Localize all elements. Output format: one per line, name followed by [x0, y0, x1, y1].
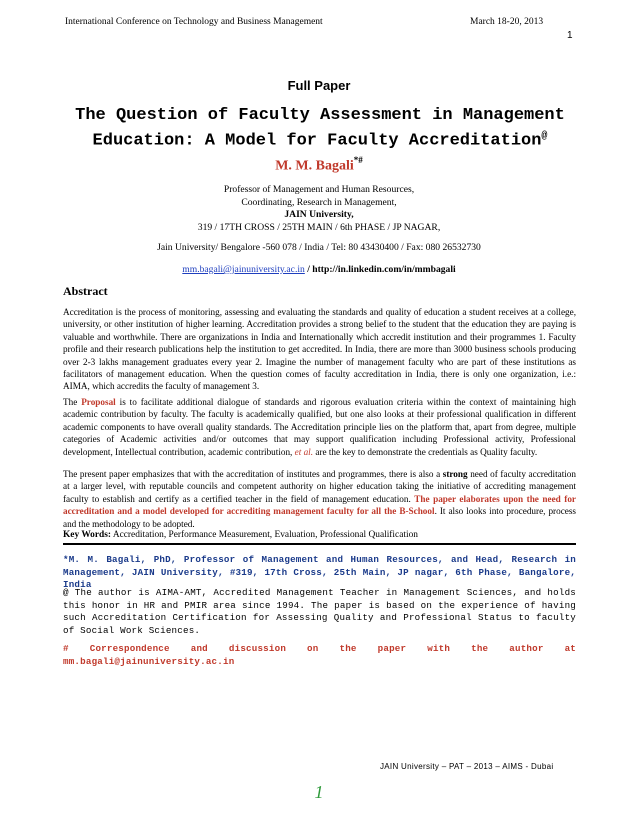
- author-note-star: *M. M. Bagali, PhD, Professor of Management and Human Resources, and Head, Research in Management, JAIN University, #319, 17th Cross, 25th Main, JP nagar, 6th Phase, Bangalore, India: [63, 554, 576, 591]
- abstract-paragraph-2: The Proposal is to facilitate additional dialogue of standards and rigorous evaluation criteria within the context of maintaining high academic contribution by faculty. The faculty is academically qualified, but one also looks at their professional qualification in different academic components to have overall quality standards. The Accreditation principle lies on the platform that, apart from degree, multiple categories of Academic activities and/or outcomes that may support qualification including Professional activity, Professional development, Intellectual contribution, academic contribution, et al. are the key to demonstrate the credentials as Quality faculty.: [63, 397, 576, 457]
- correspondence-note: # Correspondence and discussion on the paper with the author at mm.bagali@jainuniversity.ac.in: [63, 643, 576, 667]
- abstract-paragraph-1: Accreditation is the process of monitoring, assessing and evaluating the standards and quality of education a student receives at a college, university, or other institution of higher learning. Accreditation provides a strong belief to the student that the education they are paying is valuable and worthwhile. There are organizations in India and Internationally which accredit institution and their programmes 1. Faculty profile and their research publications help the institution to get accredited. In India, there are more than 3000 business schools producing over 2-3 lakhs management graduates every year 2. Imagine the number of management faculty who are part of these institutions as facilitators of management education. When the question comes of faculty accreditation in India, there is only one organization, i.e.: AIMA, which accredits the faculty of management 3.: [63, 307, 576, 392]
- contact-links: mm.bagali@jainuniversity.ac.in / http://in.linkedin.com/in/mmbagali: [182, 264, 456, 275]
- running-header-date: March 18-20, 2013: [470, 17, 544, 27]
- footer-page-number: 1: [314, 782, 324, 802]
- keywords-rule: [63, 543, 576, 545]
- affil-line-3: JAIN University,: [284, 209, 354, 220]
- paper-title: [40, 105, 600, 152]
- proposal-highlight: Proposal: [81, 397, 116, 407]
- affil-line-5: Jain University/ Bengalore -560 078 / India / Tel: 80 43430400 / Fax: 080 26532730: [157, 242, 481, 253]
- abstract-paragraph-3: The present paper emphasizes that with the accreditation of institutes and programmes, there is also a strong need of faculty accreditation at a larger level, with reputable councils and competent authority on higher education taking the initiative of accrediting management faculty to establish and certify as a certified teacher in the field of management education. The paper elaborates upon the need for accreditation and a model developed for accrediting management faculty for all the B-School. It also looks into procedure, process and the methodology to be adopted.: [63, 469, 576, 529]
- affil-line-4: 319 / 17TH CROSS / 25TH MAIN / 6th PHASE / JP NAGAR,: [197, 221, 441, 233]
- author-note-at: @ The author is AIMA-AMT, Accredited Management Teacher in Management Sciences, and holds this honor in HR and PMIR area since 1994. The paper is based on the experience of having such Accreditation Certification for Assessing Quality and Professional Status to faculty of Social Work Sciences.: [63, 587, 576, 636]
- affiliation-block: [100, 184, 538, 234]
- affil-line-1: Professor of Management and Human Resources,: [223, 184, 415, 195]
- paper-aim-highlight: The paper elaborates upon the need for accreditation and a model developed for accrediting management faculty for all the B-School: [63, 493, 576, 517]
- email-link[interactable]: mm.bagali@jainuniversity.ac.in: [182, 264, 305, 275]
- header-page-number: 1: [567, 30, 573, 41]
- affil-line-2: Coordinating, Research in Management,: [241, 196, 397, 208]
- footer-text: JAIN University – PAT – 2013 – AIMS - Dubai: [380, 762, 554, 771]
- title-line-2: Education: A Model for Faculty Accreditation@: [92, 131, 548, 151]
- title-line-1: The Question of Faculty Assessment in Management: [75, 106, 565, 125]
- author-name: M. M. Bagali: [275, 158, 354, 174]
- keywords-label: Key Words:: [63, 530, 112, 540]
- keywords: [63, 530, 418, 540]
- running-header-conference: International Conference on Technology and Business Management: [65, 17, 323, 27]
- paper-type: Full Paper: [287, 78, 351, 93]
- linkedin-link[interactable]: http://in.linkedin.com/in/mmbagali: [312, 264, 456, 275]
- keywords-text: Accreditation, Performance Measurement, Evaluation, Professional Qualification: [111, 530, 418, 540]
- abstract-heading: Abstract: [63, 284, 108, 298]
- author: M. M. Bagali*#: [275, 155, 363, 174]
